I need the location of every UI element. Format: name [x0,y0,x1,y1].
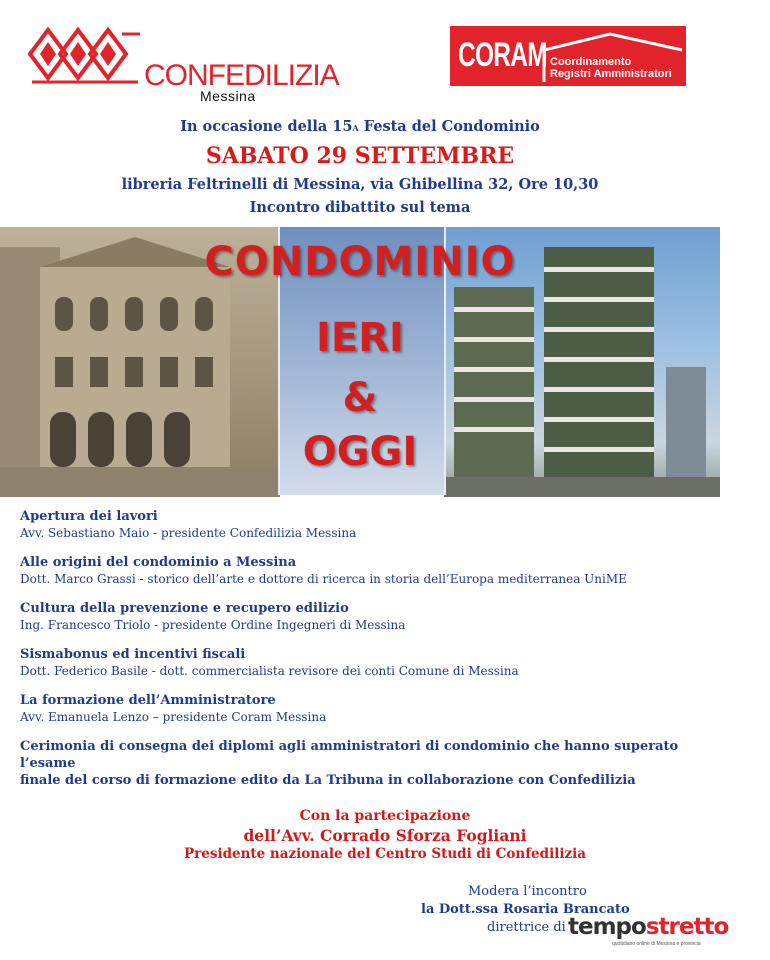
coram-logo [450,26,686,86]
participation-guest: dell’Avv. Corrado Sforza Fogliani [243,826,527,845]
banner-word-ampersand: & [342,375,378,421]
confedilizia-wordmark: CONFEDILIZIA [144,59,339,92]
confedilizia-emblem-icon [26,24,144,86]
intro-occasion-after: Festa del Condominio [358,118,540,135]
program-list [20,508,710,789]
coram-subtitle-1: Coordinamento [550,56,632,68]
program-item [20,646,710,680]
program-item-speaker: Ing. Francesco Triolo - presidente Ordine Ingegneri di Messina [20,618,406,632]
event-date: SABATO 29 SETTEMBRE [205,143,515,169]
theme-banner [0,227,720,497]
program-item-speaker: Dott. Federico Basile - dott. commercialista revisore dei conti Comune di Messina [20,664,519,678]
event-theme-intro: Incontro dibattito sul tema [249,199,471,216]
program-item-title: Apertura dei lavori [20,509,158,524]
tempostretto-tagline: quotidiano online di Messina e provincia [612,941,701,947]
participation-intro: Con la partecipazione [299,808,471,824]
banner-word-condominio: CONDOMINIO [204,239,516,285]
intro-occasion-before: In occasione della 15 [180,118,353,135]
program-item [20,600,710,634]
confedilizia-city: Messina [200,88,256,104]
tempostretto-logo [568,914,728,940]
participation-role: Presidente nazionale del Centro Studi di Confedilizia [183,846,586,862]
banner-word-ieri: IERI [316,315,404,361]
moderator-role: direttrice di [487,920,566,935]
program-item [20,692,710,726]
program-item-title: Alle origini del condominio a Messina [20,555,297,570]
moderator-name: la Dott.ssa Rosaria Brancato [421,902,630,917]
program-item [20,508,710,542]
ceremony-line-2: finale del corso di formazione edito da La Tribuna in collaborazione con Confedilizia [20,773,636,788]
coram-wordmark: CORAM [458,36,547,74]
program-item-title: La formazione dell’Amministratore [20,693,276,708]
event-location: libreria Feltrinelli di Messina, via Ghibellina 32, Ore 10,30 [121,176,599,193]
confedilizia-logo [26,24,339,106]
program-item-speaker: Avv. Emanuela Lenzo – presidente Coram Messina [20,710,327,724]
banner-word-oggi: OGGI [302,429,418,475]
intro-ordinal: A [352,123,359,133]
program-item-speaker: Dott. Marco Grassi - storico dell’arte e dottore di ricerca in storia dell’Europa mediterranea UniME [20,572,627,586]
program-item [20,554,710,588]
moderator-label: Modera l’incontro [468,884,587,899]
intro-occasion [0,118,720,135]
tempostretto-part2: stretto [645,914,729,940]
tempostretto-part1: tempo [568,914,646,940]
ceremony-line-1: Cerimonia di consegna dei diplomi agli amministratori di condominio che hanno superato l’esame [20,739,679,771]
program-item-title: Cultura della prevenzione e recupero edilizio [20,601,349,616]
coram-subtitle-2: Registri Amministratori [550,68,672,80]
program-item-title: Sismabonus ed incentivi fiscali [20,647,246,662]
program-item-speaker: Avv. Sebastiano Maio - presidente Confedilizia Messina [20,526,357,540]
